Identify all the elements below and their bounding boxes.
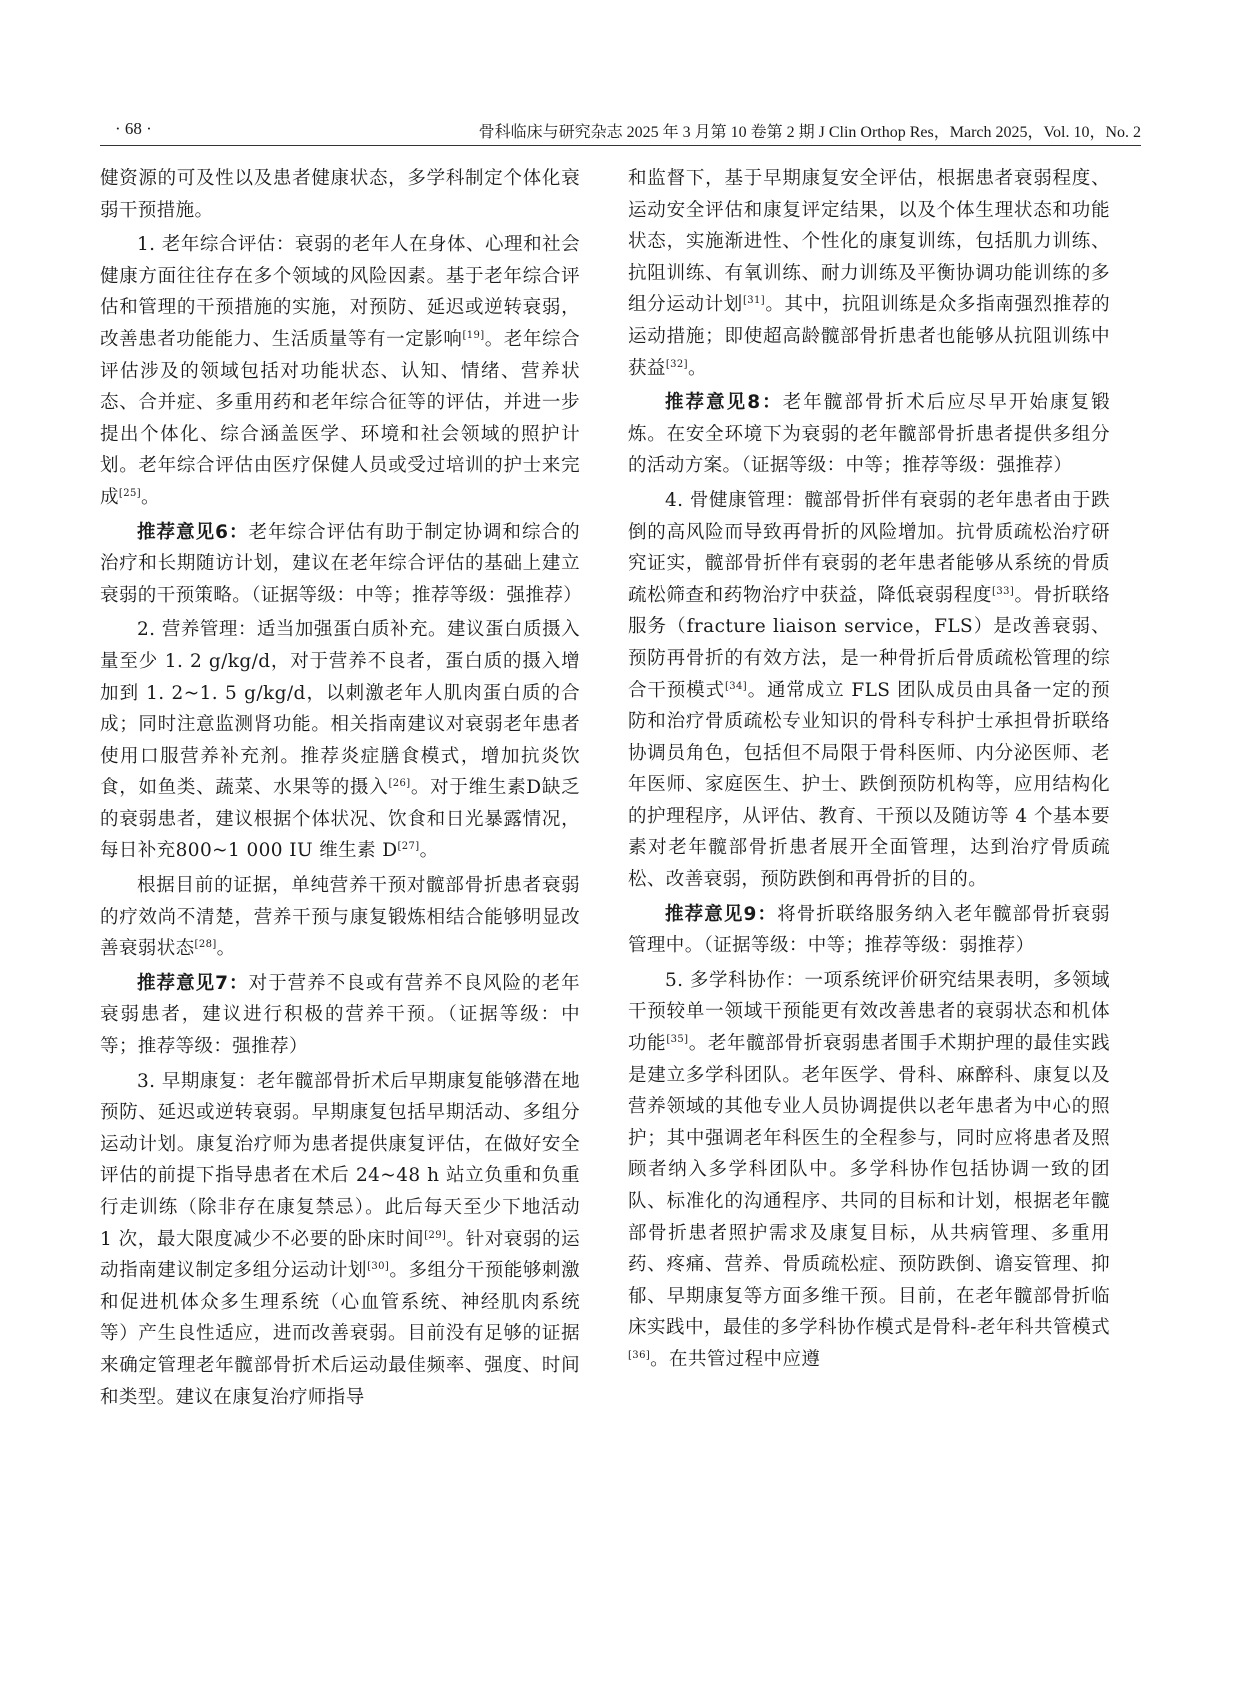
paragraph: 4. 骨健康管理：髋部骨折伴有衰弱的老年患者由于跌倒的高风险而导致再骨折的风险增加。抗骨质疏松治疗研究证实，髋部骨折伴有衰弱的老年患者能够从系统的骨质疏松筛查和药物治疗中获益，降低衰弱程度[33]。骨折联络服务（fracture liaison service，FLS）是改善衰弱、预防再骨折的有效方法，是一种骨折后骨质疏松管理的综合干预模式[34]。通常成立 FLS 团队成员由具备一定的预防和治疗骨质疏松专业知识的骨科专科护士承担骨折联络协调员角色，包括但不局限于骨科医师、内分泌医师、老年医师、家庭医生、护士、跌倒预防机构等，应用结构化的护理程序，从评估、教育、干预以及随访等 4 个基本要素对老年髋部骨折患者展开全面管理，达到治疗骨质疏松、改善衰弱，预防跌倒和再骨折的目的。 — [628, 489, 1110, 891]
citation[interactable]: [36] — [628, 1349, 651, 1361]
paragraph: 1. 老年综合评估：衰弱的老年人在身体、心理和社会健康方面往往存在多个领域的风险因素。基于老年综合评估和管理的干预措施的实施，对预防、延迟或逆转衰弱，改善患者功能能力、生活质量等有一定影响[19]。老年综合评估涉及的领域包括对功能状态、认知、情绪、营养状态、合并症、多重用药和老年综合征等的评估，并进一步提出个体化、综合涵盖医学、环境和社会领域的照护计划。老年综合评估由医疗保健人员或受过培训的护士来完成[25]。 — [100, 234, 580, 508]
recommendation: 推荐意见7：对于营养不良或有营养不良风险的老年衰弱患者，建议进行积极的营养干预。（证据等级：中等；推荐等级：强推荐） — [100, 972, 580, 1058]
recommendation-label: 推荐意见6： — [137, 521, 249, 543]
page-number: · 68 · — [115, 119, 152, 138]
recommendation-label: 推荐意见8： — [665, 392, 783, 414]
citation[interactable]: [33] — [992, 585, 1015, 597]
paragraph: 健资源的可及性以及患者健康状态，多学科制定个体化衰弱干预措施。 — [100, 168, 580, 221]
paragraph: 5. 多学科协作：一项系统评价研究结果表明，多领域干预较单一领域干预能更有效改善患者的衰弱状态和机体功能[35]。老年髋部骨折衰弱患者围手术期护理的最佳实践是建立多学科团队。老年医学、骨科、麻醉科、康复以及营养领域的其他专业人员协调提供以老年患者为中心的照护；其中强调老年科医生的全程参与，同时应将患者及照顾者纳入多学科团队中。多学科协作包括协调一致的团队、标准化的沟通程序、共同的目标和计划，根据老年髋部骨折患者照护需求及康复目标，从共病管理、多重用药、疼痛、营养、骨质疏松症、预防跌倒、谵妄管理、抑郁、早期康复等方面多维干预。目前，在老年髋部骨折临床实践中，最佳的多学科协作模式是骨科-老年科共管模式[36]。在共管过程中应遵 — [628, 969, 1110, 1370]
recommendation: 推荐意见9：将骨折联络服务纳入老年髋部骨折衰弱管理中。（证据等级：中等；推荐等级：弱推荐） — [628, 903, 1110, 957]
paragraph: 2. 营养管理：适当加强蛋白质补充。建议蛋白质摄入量至少 1. 2 g/kg/d，对于营养不良者，蛋白质的摄入增加到 1. 2~1. 5 g/kg/d，以刺激老年人肌肉蛋白质的合成；同时注意监测肾功能。相关指南建议对衰弱老年患者使用口服营养补充剂。推荐炎症膳食模式，增加抗炎饮食，如鱼类、蔬菜、水果等的摄入[26]。对于维生素D缺乏的衰弱患者，建议根据个体状况、饮食和日光暴露情况，每日补充800~1 000 IU 维生素 D[27]。 — [100, 619, 580, 862]
left-column — [100, 163, 583, 1416]
paragraph: 和监督下，基于早期康复安全评估，根据患者衰弱程度、运动安全评估和康复评定结果，以及个体生理状态和功能状态，实施渐进性、个性化的康复训练，包括肌力训练、抗阻训练、有氧训练、耐力训练及平衡协调功能训练的多组分运动计划[31]。其中，抗阻训练是众多指南强烈推荐的运动措施；即使超高龄髋部骨折患者也能够从抗阻训练中获益[32]。 — [628, 168, 1110, 379]
citation[interactable]: [31] — [742, 295, 766, 307]
page-header — [100, 115, 1141, 146]
paragraph: 3. 早期康复：老年髋部骨折术后早期康复能够潜在地预防、延迟或逆转衰弱。早期康复包括早期活动、多组分运动计划。康复治疗师为患者提供康复评估，在做好安全评估的前提下指导患者在术后 24~48 h 站立负重和负重行走训练（除非存在康复禁忌）。此后每天至少下地活动 1 次，最大限度减少不必要的卧床时间[29]。针对衰弱的运动指南建议制定多组分运动计划[30]。多组分干预能够刺激和促进机体众多生理系统（心血管系统、神经肌肉系统等）产生良性适应，进而改善衰弱。目前没有足够的证据来确定管理老年髋部骨折术后运动最佳频率、强度、时间和类型。建议在康复治疗师指导 — [100, 1070, 580, 1408]
citation[interactable]: [32] — [665, 358, 688, 370]
citation[interactable]: [29] — [424, 1229, 447, 1241]
citation[interactable]: [30] — [367, 1261, 390, 1273]
recommendation: 推荐意见6：老年综合评估有助于制定协调和综合的治疗和长期随访计划，建议在老年综合评估的基础上建立衰弱的干预策略。（证据等级：中等；推荐等级：强推荐） — [100, 521, 583, 606]
citation[interactable]: [28] — [194, 939, 217, 951]
citation[interactable]: [19] — [462, 329, 485, 341]
journal-citation: 骨科临床与研究杂志 2025 年 3 月第 10 卷第 2 期 J Clin Orthop Res，March 2025，Vol. 10，No. 2 — [478, 124, 1141, 141]
citation[interactable]: [34] — [724, 680, 748, 692]
citation[interactable]: [35] — [666, 1034, 689, 1046]
recommendation-label: 推荐意见7： — [137, 972, 249, 994]
citation[interactable]: [25] — [118, 487, 142, 499]
recommendation: 推荐意见8：老年髋部骨折术后应尽早开始康复锻炼。在安全环境下为衰弱的老年髋部骨折患者提供多组分的活动方案。（证据等级：中等；推荐等级：强推荐） — [628, 392, 1111, 477]
recommendation-label: 推荐意见9： — [665, 903, 778, 925]
citation[interactable]: [26] — [388, 778, 411, 790]
right-column — [628, 163, 1110, 1379]
citation[interactable]: [27] — [397, 841, 420, 853]
paragraph: 根据目前的证据，单纯营养干预对髋部骨折患者衰弱的疗效尚不清楚，营养干预与康复锻炼相结合能够明显改善衰弱状态[28]。 — [100, 875, 580, 960]
